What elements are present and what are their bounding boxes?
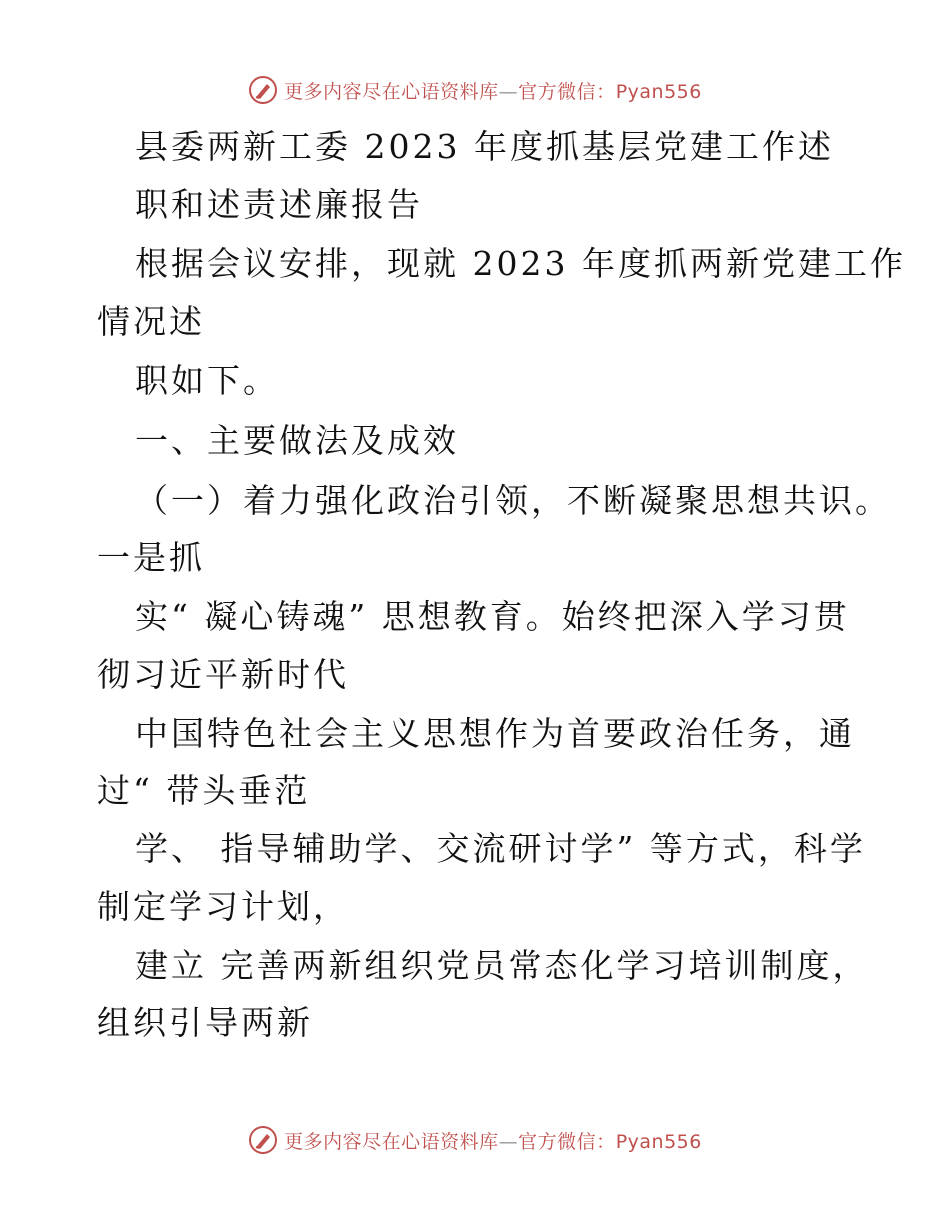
pen-nib-logo-icon <box>248 75 278 105</box>
header-watermark <box>0 70 950 110</box>
watermark-main: 更多内容尽在心语资料库 <box>284 1130 499 1153</box>
watermark-text <box>284 77 702 104</box>
watermark-handle: Pyan556 <box>615 1130 702 1153</box>
watermark-text <box>284 1127 702 1154</box>
doc-line: 学、 指导辅助学、交流研讨学” 等方式，科学 <box>135 829 866 868</box>
doc-line: 组织引导两新 <box>97 1003 313 1042</box>
doc-line: 实“ 凝心铸魂” 思想教育。始终把深入学习贯 <box>135 597 850 636</box>
doc-line: 中国特色社会主义思想作为首要政治任务，通 <box>135 714 855 753</box>
watermark-label: 官方微信： <box>518 1130 616 1153</box>
watermark-separator: — <box>498 1130 519 1153</box>
section-heading: 一、主要做法及成效 <box>135 421 459 460</box>
pen-nib-logo-icon <box>248 1125 278 1155</box>
doc-line: 制定学习计划， <box>97 887 349 926</box>
doc-title-line-1: 县委两新工委 2023 年度抓基层党建工作述 <box>135 127 834 166</box>
doc-line: 一是抓 <box>97 538 205 577</box>
doc-line: 过“ 带头垂范 <box>97 771 311 810</box>
doc-title-line-2: 职和述责述廉报告 <box>135 185 423 224</box>
doc-line: 情况述 <box>97 302 205 341</box>
subsection-heading: （一）着力强化政治引领，不断凝聚思想共识。 <box>135 481 891 520</box>
watermark-label: 官方微信： <box>518 80 616 103</box>
doc-line: 建立 完善两新组织党员常态化学习培训制度， <box>135 946 869 985</box>
doc-line: 根据会议安排，现就 2023 年度抓两新党建工作 <box>135 244 906 283</box>
watermark-handle: Pyan556 <box>615 80 702 103</box>
doc-line: 职如下。 <box>135 361 279 400</box>
footer-watermark <box>0 1120 950 1160</box>
watermark-separator: — <box>498 80 519 103</box>
watermark-main: 更多内容尽在心语资料库 <box>284 80 499 103</box>
doc-line: 彻习近平新时代 <box>97 655 349 694</box>
